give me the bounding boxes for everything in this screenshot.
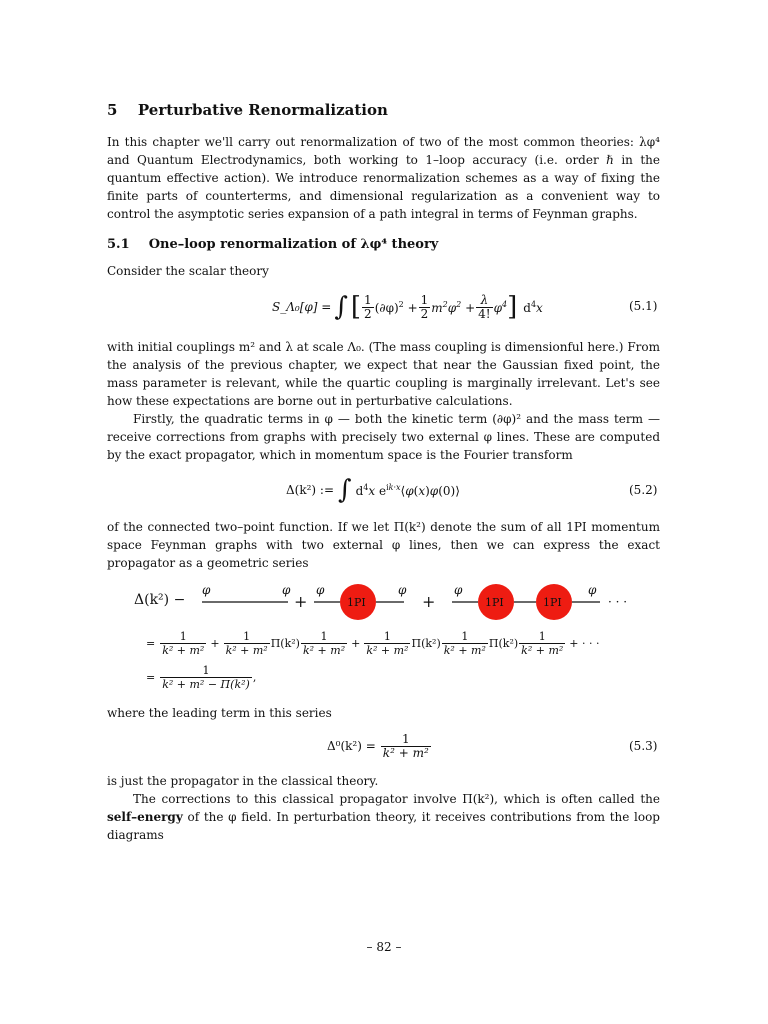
paragraph-initial-couplings: with initial couplings m² and λ at scale Λ₀. (The mass coupling is dimensionful here.) From the analysis of the previous chapter, we expect that near the Gaussian fixed point, the mass parameter is relevant, while the quartic coupling is marginally irrelevant. Let's see how these expectations are borne out in perturbative calculations.: [107, 340, 660, 408]
equation-5-1: S_Λ₀[φ] = ∫ [ $\frac{1}{2}$ $(\partial\varphi)^2$ + $\frac{1}{2}$ $m^2\varphi^2$ + $\frac{\lambda}{4!}$ $\varphi^4$ ] $d^4x$: [272, 292, 543, 322]
paragraph-leading-term: where the leading term in this series: [107, 706, 332, 720]
denominator: k² + m²: [302, 643, 346, 657]
pi-term: Π(k²): [488, 636, 519, 650]
self-energy-term: self–energy: [107, 810, 183, 824]
feynman-diagram-series: [190, 580, 640, 620]
phi-label: φ: [454, 583, 463, 597]
consider-text: Consider the scalar theory: [107, 264, 269, 278]
eq53-number: (5.3): [629, 739, 658, 753]
plus-sign: +: [422, 592, 436, 611]
numerator: 1: [442, 630, 488, 644]
1pi-label: 1PI: [485, 596, 504, 609]
section-number: 5: [107, 101, 118, 119]
section-title: Perturbative Renormalization: [137, 101, 388, 119]
subsection-number: 5.1: [107, 237, 130, 252]
ellipsis: · · ·: [608, 595, 628, 609]
1pi-label: 1PI: [347, 596, 366, 609]
series-tail: + · · ·: [569, 636, 600, 650]
intro-paragraph: In this chapter we'll carry out renormalization of two of the most common theories: λφ⁴ and Quantum Electrodynamics, both working to 1–loop accuracy (i.e. order ℏ in the quantum effective action). We introduce renormalization schemes as a way of fixing the finite parts of counterterms, and dimensional regularization as a convenient way to control the asymptotic series expansion of a path integral in terms of Feynman graphs.: [107, 135, 660, 221]
paragraph-classical-propagator: is just the propagator in the classical theory.: [107, 774, 379, 788]
denominator: k² + m²: [162, 643, 205, 657]
equation-5-2: Δ(k²) := ∫ $d^4x$ $e^{ik\cdot x}⟨\varphi(x)\varphi(0)⟩$: [286, 475, 460, 505]
page-number: – 82 –: [366, 940, 402, 954]
subsection-heading: [107, 237, 438, 252]
phi-label: φ: [398, 583, 407, 597]
equals-sign: =: [146, 670, 156, 684]
paragraph-self-energy: [107, 790, 660, 844]
eq52-number: (5.2): [629, 483, 658, 497]
self-energy-text-end: of the φ field. In perturbation theory, it receives contributions from the loop diagrams: [107, 810, 660, 842]
phi-label: φ: [588, 583, 597, 597]
numerator: 1: [381, 733, 431, 747]
eq52-lhs: Δ(k²) :=: [286, 483, 335, 497]
numerator: 1: [519, 630, 565, 644]
1pi-label: 1PI: [543, 596, 562, 609]
paragraph-quadratic-terms: Firstly, the quadratic terms in φ — both the kinetic term (∂φ)² and the mass term — receive corrections from graphs with precisely two external φ lines. These are computed by the exact propagator, which in momentum space is the Fourier transform: [107, 412, 660, 462]
denominator: k² + m²: [366, 643, 409, 657]
pi-term: Π(k²): [270, 636, 300, 650]
plus-sign: +: [210, 636, 220, 650]
phi-label: φ: [282, 583, 291, 597]
comma: ,: [252, 670, 257, 684]
paragraph-connected-two-point: of the connected two–point function. If we let Π(k²) denote the sum of all 1PI momentum space Feynman graphs with two external φ lines, then we can express the exact propagator as a geometric series: [107, 520, 660, 570]
numerator: 1: [364, 630, 410, 644]
series-line-2: [146, 660, 256, 694]
denominator: k² + m²: [521, 643, 564, 657]
numerator: 1: [160, 664, 252, 678]
subsection-title: One–loop renormalization of λφ⁴ theory: [148, 237, 439, 252]
numerator: 1: [301, 630, 347, 644]
denominator: k² + m²: [225, 643, 268, 657]
diagram-lhs: Δ(k²) −: [134, 592, 186, 608]
eq51-number: (5.1): [629, 299, 658, 313]
phi-label: φ: [202, 583, 211, 597]
denominator: k² + m²: [443, 643, 486, 657]
numerator: 1: [224, 630, 270, 644]
plus-sign: +: [294, 592, 308, 611]
denominator: k² + m²: [382, 745, 429, 760]
denominator: k² + m² − Π(k²): [162, 677, 250, 691]
pi-term: Π(k²): [411, 636, 441, 650]
self-energy-text-start: The corrections to this classical propagator involve Π(k²), which is often called the: [133, 792, 660, 806]
eq51-lhs: S_Λ₀[φ] =: [272, 300, 332, 314]
numerator: 1: [160, 630, 206, 644]
equals-sign: =: [146, 636, 156, 650]
phi-label: φ: [316, 583, 325, 597]
eq53-lhs: Δ⁰(k²) =: [327, 739, 376, 753]
series-line-1: [146, 626, 600, 660]
plus-sign: +: [351, 636, 361, 650]
section-heading: [107, 101, 388, 119]
equation-5-3: [327, 730, 432, 762]
